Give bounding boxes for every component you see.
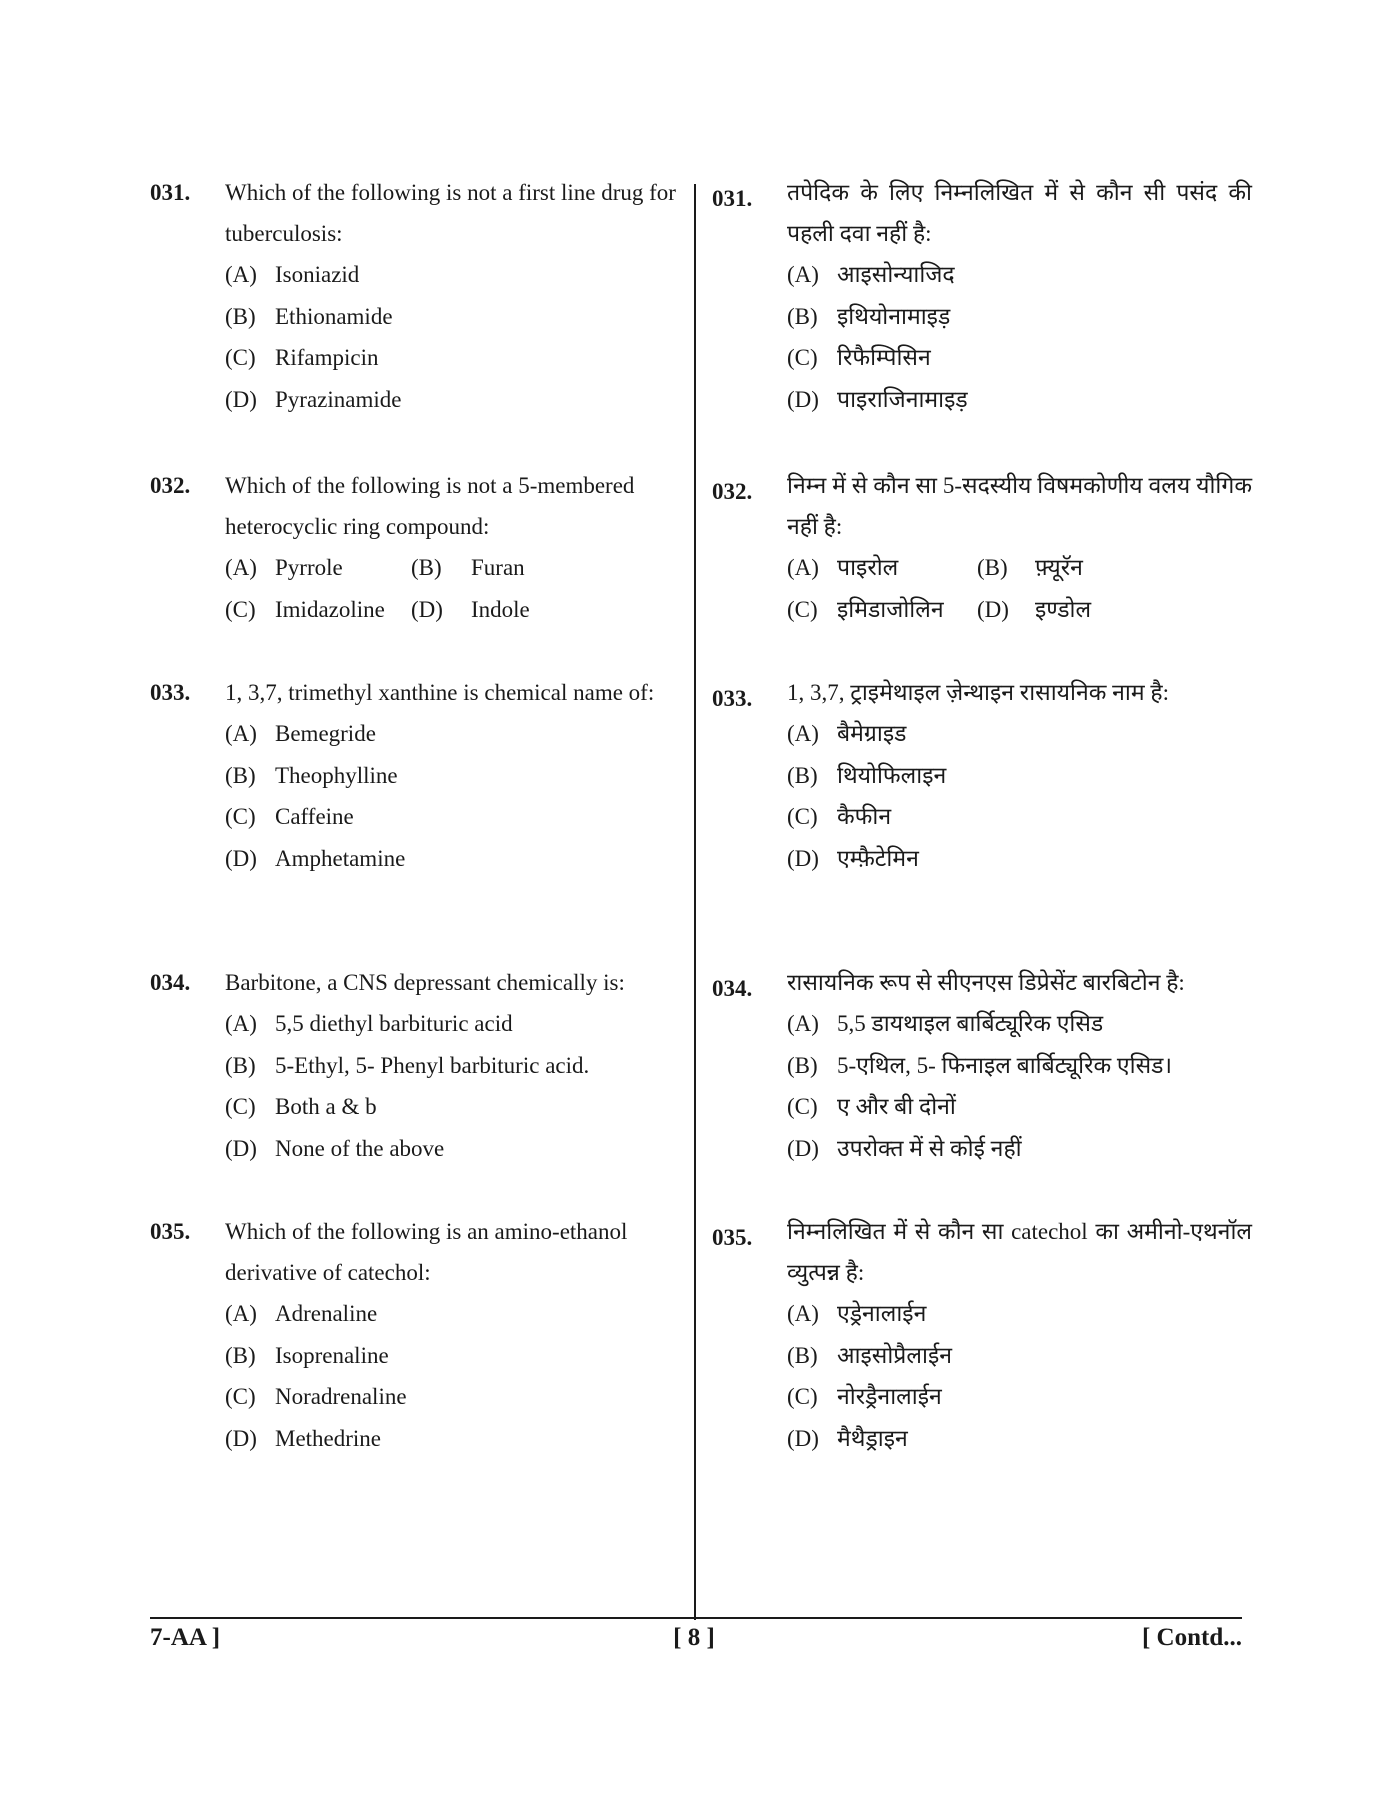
- option-a: [787, 1293, 1252, 1335]
- option-text: 5,5 डायथाइल बार्बिट्यूरिक एसिड: [837, 1011, 1104, 1036]
- option-text: एम्फ़ैटेमिन: [837, 845, 919, 871]
- option-text: पाइराजिनामाइड़: [837, 386, 968, 412]
- option-text: 5,5 diethyl barbituric acid: [275, 1011, 513, 1036]
- option-label: (C): [225, 596, 256, 622]
- option-label: (C): [225, 345, 256, 370]
- option-a: [225, 254, 680, 296]
- options-grid: [787, 547, 1252, 630]
- question-034-hi: [712, 962, 1252, 1169]
- option-label: (B): [787, 1052, 818, 1078]
- option-label: (C): [787, 596, 818, 622]
- option-label: (A): [225, 262, 257, 287]
- option-text: एड्रेनालाईन: [837, 1301, 927, 1326]
- option-label: (A): [225, 555, 257, 580]
- question-number: 034.: [712, 976, 753, 1001]
- question-number: 032.: [712, 479, 753, 504]
- option-text: Ethionamide: [275, 303, 393, 329]
- option-text: Both a & b: [275, 1094, 377, 1119]
- question-text: 1, 3,7, ट्राइमेथाइल ज़ेन्थाइन रासायनिक नाम है:: [787, 680, 1169, 705]
- continued-label: [ Contd...: [1141, 1624, 1242, 1651]
- option-a: [787, 254, 1252, 296]
- options-grid: [225, 547, 680, 630]
- option-d: [225, 1128, 680, 1170]
- option-a: [225, 1293, 680, 1335]
- option-label: (D): [225, 845, 257, 871]
- option-label: (D): [787, 1135, 819, 1161]
- option-label: (C): [787, 1384, 818, 1409]
- option-d: [787, 379, 1252, 421]
- page-number: [ 8 ]: [673, 1624, 715, 1651]
- option-b: [787, 1335, 1252, 1377]
- option-label: (A): [787, 1301, 819, 1326]
- option-text: Pyrrole: [275, 555, 343, 580]
- option-b: [225, 755, 680, 797]
- option-label: (A): [787, 555, 819, 580]
- option-label: (B): [411, 555, 442, 580]
- question-033-hi: [712, 672, 1252, 879]
- option-label: (B): [787, 762, 818, 788]
- question-text: Which of the following is not a 5-membered heterocyclic ring compound:: [225, 473, 635, 539]
- option-text: इण्डोल: [1035, 596, 1092, 622]
- question-text: 1, 3,7, trimethyl xanthine is chemical name of:: [225, 680, 655, 705]
- option-label: (D): [787, 845, 819, 871]
- question-text: तपेदिक के लिए निम्नलिखित में से कौन सी पसंद की पहली दवा नहीं है:: [787, 180, 1252, 246]
- question-035-en: [150, 1211, 680, 1459]
- option-label: (B): [225, 303, 256, 329]
- option-label: (C): [787, 1094, 818, 1119]
- option-text: इमिडाजोलिन: [837, 596, 944, 622]
- option-text: Noradrenaline: [275, 1384, 407, 1409]
- option-label: (D): [787, 386, 819, 412]
- option-label: (B): [225, 1342, 256, 1368]
- option-text: मैथैड्राइन: [837, 1425, 908, 1451]
- option-text: Pyrazinamide: [275, 386, 402, 412]
- option-label: (D): [977, 596, 1009, 622]
- option-label: (C): [225, 1384, 256, 1409]
- option-label: (A): [225, 1301, 257, 1326]
- question-number: 032.: [150, 473, 191, 498]
- question-number: 033.: [150, 680, 191, 705]
- option-text: Indole: [471, 596, 530, 622]
- question-032-en: [150, 465, 680, 630]
- question-number: 033.: [712, 686, 753, 711]
- option-label: (D): [225, 1135, 257, 1161]
- option-text: आइसोप्रैलाईन: [837, 1342, 952, 1368]
- option-label: (A): [787, 721, 819, 746]
- question-032-hi: [712, 465, 1252, 630]
- option-text: फ़्यूरॅन: [1035, 555, 1083, 580]
- option-c: [787, 1086, 1252, 1128]
- option-text: इथियोनामाइड़: [837, 303, 951, 329]
- option-text: Methedrine: [275, 1425, 382, 1451]
- option-c: [787, 1376, 1252, 1418]
- option-d: [225, 1418, 680, 1460]
- option-d: [787, 1418, 1252, 1460]
- question-text: Which of the following is an amino-ethanol derivative of catechol:: [225, 1219, 628, 1285]
- option-label: (C): [225, 1094, 256, 1119]
- option-c: [225, 1086, 680, 1128]
- option-text: Isoniazid: [275, 262, 360, 287]
- option-c: [225, 1376, 680, 1418]
- option-text: 5-Ethyl, 5- Phenyl barbituric acid.: [275, 1052, 590, 1078]
- question-031-hi: [712, 172, 1252, 420]
- option-label: (D): [787, 1425, 819, 1451]
- option-text: Isoprenaline: [275, 1342, 389, 1368]
- option-a: [787, 1003, 1252, 1045]
- question-035-hi: [712, 1211, 1252, 1459]
- option-label: (A): [225, 1011, 257, 1036]
- option-text: थियोफिलाइन: [837, 762, 947, 788]
- option-text: Bemegride: [275, 721, 376, 746]
- option-a: [225, 1003, 680, 1045]
- option-c: [225, 337, 680, 379]
- option-d: [225, 379, 680, 421]
- option-text: Amphetamine: [275, 845, 406, 871]
- option-d: [787, 1128, 1252, 1170]
- option-text: Imidazoline: [275, 596, 385, 622]
- option-a: [787, 713, 1252, 755]
- question-number: 035.: [712, 1225, 753, 1250]
- option-text: Rifampicin: [275, 345, 379, 370]
- option-c: [787, 796, 1252, 838]
- question-033-en: [150, 672, 680, 879]
- option-label: (D): [225, 386, 257, 412]
- option-c: [225, 796, 680, 838]
- option-text: None of the above: [275, 1135, 445, 1161]
- question-number: 035.: [150, 1219, 191, 1244]
- option-text: बैमेग्राइड: [837, 721, 907, 746]
- option-text: रिफैम्पिसिन: [837, 345, 931, 370]
- option-b: [225, 1335, 680, 1377]
- question-text: निम्न में से कौन सा 5-सदस्यीय विषमकोणीय वलय यौगिक नहीं है:: [787, 473, 1252, 539]
- option-label: (B): [225, 762, 256, 788]
- option-d: [787, 838, 1252, 880]
- footer-rule: [150, 1617, 1242, 1619]
- option-label: (C): [787, 345, 818, 370]
- option-b: [225, 296, 680, 338]
- option-text: 5-एथिल, 5- फिनाइल बार्बिट्यूरिक एसिड।: [837, 1052, 1173, 1078]
- question-number: 031.: [712, 186, 753, 211]
- option-b: [225, 1045, 680, 1087]
- question-number: 031.: [150, 180, 191, 205]
- option-text: Furan: [471, 555, 525, 580]
- question-text: Barbitone, a CNS depressant chemically is:: [225, 970, 625, 995]
- question-number: 034.: [150, 970, 191, 995]
- option-text: पाइरोल: [837, 555, 899, 580]
- option-text: कैफीन: [837, 804, 892, 829]
- option-text: Caffeine: [275, 804, 354, 829]
- question-031-en: [150, 172, 680, 420]
- option-label: (C): [225, 804, 256, 829]
- option-a: [225, 713, 680, 755]
- question-034-en: [150, 962, 680, 1169]
- option-label: (D): [225, 1425, 257, 1451]
- option-label: (C): [787, 804, 818, 829]
- option-label: (B): [787, 303, 818, 329]
- option-label: (A): [787, 1011, 819, 1036]
- option-label: (A): [787, 262, 819, 287]
- option-b: [787, 755, 1252, 797]
- option-label: (B): [225, 1052, 256, 1078]
- question-text: रासायनिक रूप से सीएनएस डिप्रेसेंट बारबिटोन है:: [787, 970, 1185, 995]
- option-b: [787, 296, 1252, 338]
- option-label: (B): [787, 1342, 818, 1368]
- option-d: [225, 838, 680, 880]
- option-text: उपरोक्त में से कोई नहीं: [837, 1135, 1022, 1161]
- option-label: (B): [977, 555, 1008, 580]
- option-label: (D): [411, 596, 443, 622]
- option-text: Adrenaline: [275, 1301, 378, 1326]
- option-text: ए और बी दोनों: [837, 1094, 956, 1119]
- option-b: [787, 1045, 1252, 1087]
- option-label: (A): [225, 721, 257, 746]
- option-text: Theophylline: [275, 762, 398, 788]
- option-c: [787, 337, 1252, 379]
- option-text: आइसोन्याजिद: [837, 262, 955, 287]
- option-text: नोरड्रैनालाईन: [837, 1384, 942, 1409]
- question-text: निम्नलिखित में से कौन सा catechol का अमीनो-एथनॉल व्युत्पन्न है:: [787, 1219, 1252, 1285]
- question-text: Which of the following is not a first line drug for tuberculosis:: [225, 180, 676, 246]
- column-divider: [694, 184, 696, 1620]
- booklet-code: 7-AA ]: [150, 1624, 221, 1651]
